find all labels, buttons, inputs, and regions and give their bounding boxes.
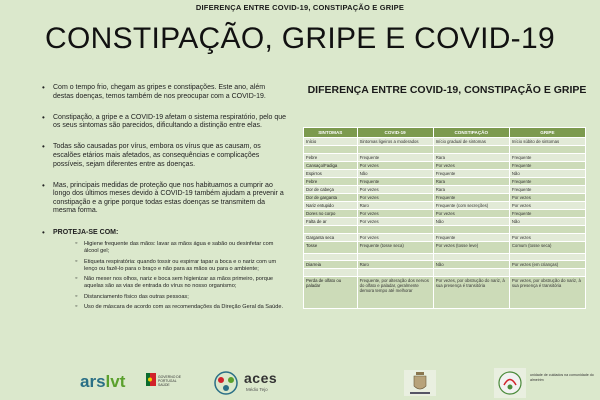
symptom-value-cell: Frequente [509, 209, 585, 217]
symptom-value-cell: Frequente, por alteração dos nervos do olfato e paladar, geralmente demora tempo até melhorar [357, 277, 433, 309]
table-row [304, 169, 586, 177]
lvt-logo-text: lvt [105, 372, 126, 391]
symptom-cell: Febre [304, 177, 358, 185]
protect-title: • PROTEJA-SE COM: [53, 228, 119, 236]
symptom-cell: Espirros [304, 169, 358, 177]
symptom-cell: Diarreia [304, 261, 358, 269]
symptom-value-cell: Por vezes (em crianças) [509, 261, 585, 269]
info-bullet: • Mas, principais medidas de proteção que nos habituamos a cumprir ao longo dos últimos meses devido à COVID-19 também ajudam a prevenir a constipação e a gripe porque todas estas doenças se transmitem da mesma forma. [42, 182, 287, 216]
symptom-value-cell: Por vezes, por obstrução do nariz, à sua presença é transitória [509, 277, 585, 309]
table-row [304, 261, 586, 269]
table-header-row [304, 128, 586, 138]
symptom-value-cell: Comum (tosse seca) [509, 241, 585, 253]
symptom-value-cell: Por vezes [433, 161, 509, 169]
protect-item: ◦ Etiqueta respiratória: quando tossir ou espirrar tapar a boca e o nariz com um lenço ou fazê-lo para o braço e não para as mãos ou para o ambiente; [75, 259, 287, 273]
symptom-cell: Perda de olfato ou paladar [304, 277, 358, 309]
aces-name: aces [244, 370, 278, 386]
info-bullet: • Todas são causadas por vírus, embora os vírus que as causam, os escalões etários mais afetados, as consequências e complicações possíveis, sejam diferentes entre as doenças. [42, 143, 287, 169]
symptom-value-cell: Por vezes [357, 161, 433, 169]
symptom-cell [304, 269, 358, 277]
symptom-value-cell: Por vezes [509, 201, 585, 209]
aces-mark-icon [212, 371, 240, 395]
table-row [304, 146, 586, 154]
symptom-value-cell: Frequente [433, 169, 509, 177]
symptom-value-cell [357, 253, 433, 261]
symptom-cell: Dor de garganta [304, 193, 358, 201]
ars-lvt-logo [80, 372, 125, 392]
portugal-flag-icon [146, 373, 156, 386]
protect-section [42, 229, 287, 312]
symptom-value-cell: Início súbito de sintomas [509, 138, 585, 146]
aces-sub: Médio Tejo [246, 387, 268, 392]
symptom-value-cell: Frequente [357, 153, 433, 161]
symptom-value-cell: Frequente [509, 161, 585, 169]
symptom-cell: Tosse [304, 241, 358, 253]
table-row [304, 153, 586, 161]
symptom-value-cell: Frequente [509, 185, 585, 193]
symptom-value-cell: Por vezes [357, 209, 433, 217]
symptom-value-cell [509, 146, 585, 154]
symptom-value-cell: Rara [433, 185, 509, 193]
symptom-value-cell: Não [509, 217, 585, 225]
gov-name: GOVERNO DE PORTUGAL [158, 375, 181, 383]
symptom-cell [304, 225, 358, 233]
symptom-cell: Cansaço/Fadiga [304, 161, 358, 169]
symptom-value-cell: Frequente [357, 177, 433, 185]
symptom-value-cell: Não [509, 169, 585, 177]
symptom-cell: Falta de ar [304, 217, 358, 225]
symptom-value-cell: Não [357, 169, 433, 177]
symptom-cell: Nariz entupido [304, 201, 358, 209]
symptom-value-cell: Frequente (tosse seca) [357, 241, 433, 253]
protect-item: ◦ Distanciamento físico das outras pessoas; [75, 294, 287, 301]
symptom-value-cell: Não [433, 261, 509, 269]
table-row [304, 201, 586, 209]
symptom-value-cell: Por vezes [509, 233, 585, 241]
table-row [304, 193, 586, 201]
symptom-value-cell: Raro [357, 261, 433, 269]
protect-list [53, 241, 287, 311]
symptom-value-cell: Por vezes [357, 233, 433, 241]
header-cold: CONSTIPAÇÃO [433, 128, 509, 138]
symptom-value-cell: Por vezes [357, 185, 433, 193]
ucc-text: unidade de cuidados na comunidade do almeirim [530, 373, 594, 382]
government-logo [146, 371, 200, 393]
symptom-value-cell: Por vezes [509, 193, 585, 201]
symptom-cell [304, 146, 358, 154]
municipal-crest-logo [400, 368, 440, 398]
symptom-cell: Febre [304, 153, 358, 161]
symptom-value-cell [509, 269, 585, 277]
symptom-value-cell [509, 225, 585, 233]
ucc-logo [494, 368, 594, 400]
info-bullets [42, 84, 287, 311]
symptom-value-cell [357, 225, 433, 233]
table-row [304, 217, 586, 225]
symptom-value-cell: Sintomas ligeiros a moderados [357, 138, 433, 146]
table-row [304, 177, 586, 185]
symptom-cell [304, 253, 358, 261]
protect-item: ◦ Uso de máscara de acordo com as recomendações da Direção Geral da Saúde. [75, 304, 287, 311]
gov-sub: SAÚDE [158, 383, 170, 387]
table-row [304, 225, 586, 233]
symptom-cell: Dores no corpo [304, 209, 358, 217]
symptom-value-cell: Início gradual de sintomas [433, 138, 509, 146]
symptom-value-cell [357, 269, 433, 277]
logo-bar [0, 366, 600, 400]
symptom-value-cell [433, 225, 509, 233]
ars-logo-text: ars [80, 372, 106, 391]
symptom-cell: Início [304, 138, 358, 146]
symptom-value-cell: Rara [433, 177, 509, 185]
top-heading: DIFERENÇA ENTRE COVID-19, CONSTIPAÇÃO E GRIPE [195, 3, 405, 12]
symptom-value-cell: Por vezes [433, 209, 509, 217]
info-bullet: • Com o tempo frio, chegam as gripes e constipações. Este ano, além destas doenças, temos também de nos preocupar com a COVID-19. [42, 84, 287, 101]
table-row [304, 233, 586, 241]
table-row [304, 185, 586, 193]
page-title: CONSTIPAÇÃO, GRIPE E COVID-19 [45, 22, 555, 55]
symptom-value-cell: Frequente [509, 153, 585, 161]
symptom-value-cell: Rara [433, 153, 509, 161]
symptom-value-cell [433, 269, 509, 277]
symptom-value-cell: Raro [357, 201, 433, 209]
protect-item: ◦ Higiene frequente das mãos: lavar as mãos água e sabão ou desinfetar com álcool gel; [75, 241, 287, 255]
symptom-value-cell [357, 146, 433, 154]
table-row [304, 269, 586, 277]
symptom-value-cell: Frequente (com secreções) [433, 201, 509, 209]
symptom-value-cell: Frequente [433, 193, 509, 201]
table-row [304, 277, 586, 309]
table-row [304, 209, 586, 217]
info-column [42, 84, 287, 324]
aces-logo [212, 369, 292, 397]
header-flu: GRIPE [509, 128, 585, 138]
symptom-value-cell [433, 253, 509, 261]
symptom-value-cell: Por vezes (tosse leve) [433, 241, 509, 253]
symptom-value-cell: Por vezes [357, 193, 433, 201]
header-covid: COVID-19 [357, 128, 433, 138]
symptom-value-cell: Frequente [509, 177, 585, 185]
table-title: DIFERENÇA ENTRE COVID-19, CONSTIPAÇÃO E GRIPE [307, 84, 587, 96]
symptom-value-cell: Por vezes, por obstrução do nariz, à sua presença é transitória [433, 277, 509, 309]
symptom-value-cell: Frequente [433, 233, 509, 241]
table-row [304, 138, 586, 146]
government-logo-text [158, 375, 200, 387]
symptom-cell: Garganta seca [304, 233, 358, 241]
symptom-value-cell [509, 253, 585, 261]
crest-icon [400, 368, 440, 398]
symptom-cell: Dor de cabeça [304, 185, 358, 193]
symptom-value-cell: Não [433, 217, 509, 225]
table-row [304, 161, 586, 169]
symptom-value-cell [433, 146, 509, 154]
table-row [304, 241, 586, 253]
info-bullet: • Constipação, a gripe e a COVID-19 afetam o sistema respiratório, pelo que os seus sintomas são parecidos, dificultando a distinção entre elas. [42, 114, 287, 131]
table-row [304, 253, 586, 261]
ucc-emblem-icon [494, 368, 526, 398]
table-body [304, 138, 586, 309]
header-symptoms: SINTOMAS [304, 128, 358, 138]
symptom-value-cell: Por vezes [357, 217, 433, 225]
symptoms-table [303, 127, 586, 309]
protect-item: ◦ Não mexer nos olhos, nariz e boca sem higienizar as mãos primeiro, porque aquelas são as vias de entrada do vírus no nosso organismo; [75, 276, 287, 290]
